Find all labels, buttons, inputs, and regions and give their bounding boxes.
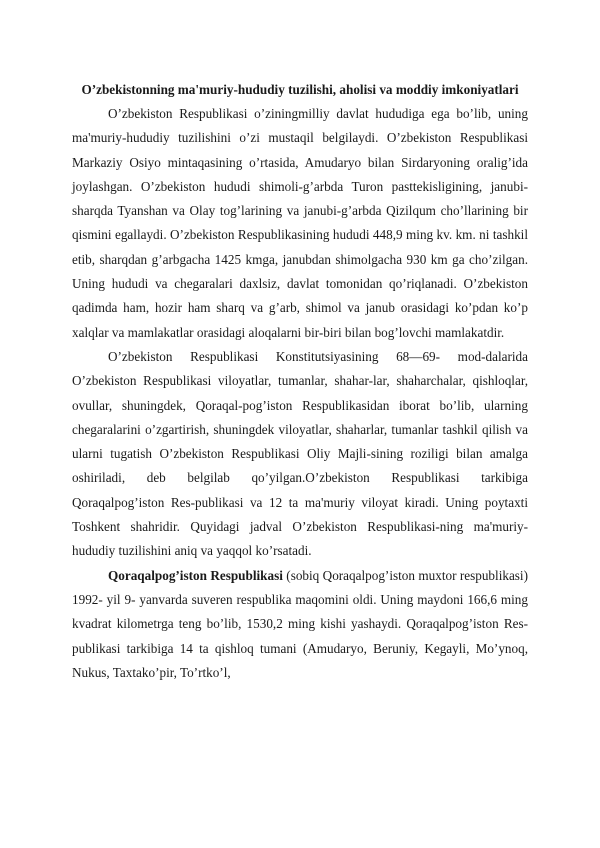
paragraph-territory: O’zbekiston Respublikasi o’ziningmilliy davlat hududiga ega bo’lib, uning ma'muriy-hududiy tuzilishini o’zi mustaqil belgilaydi. O’zbekiston Respublikasi Markaziy Osiyo mintaqasining o’rtasida, Amudaryo bilan Sirdaryoning oralig’ida joylashgan. O’zbekiston hududi shimoli-g’arbda Turon pasttekisligining, janubi-sharqda Tyanshan va Olay tog’larining va janubi-g’arbda Qizilqum cho’llarining bir qismini egallaydi. O’zbekiston Respublikasining hududi 448,9 ming kv. km. ni tashkil etib, sharqdan g’arbgacha 1425 kmga, janubdan shimolgacha 930 km ga cho’zilgan. Uning hududi va chegaralari daxlsiz, davlat tomonidan qo’riqlanadi. O’zbekiston qadimda ham, hozir ham sharq va g’arb, shimol va janub orasidagi ko’pdan ko’p xalqlar va mamlakatlar orasidagi aloqalarni bir-biri bilan bog’lovchi mamlakatdir. — [72, 106, 528, 340]
karakalpakstan-heading: Qoraqalpog’iston Respublikasi — [108, 567, 283, 583]
document-title: O’zbekistonning ma'muriy-hududiy tuzilishi, aholisi va moddiy imkoniyatlari — [81, 82, 519, 97]
document-page — [72, 78, 528, 685]
paragraph-karakalpakstan — [72, 564, 528, 685]
karakalpakstan-text: (sobiq Qoraqalpog’iston muxtor respublikasi) 1992- yil 9- yanvarda suveren respublika maqomini oldi. Uning maydoni 166,6 ming kvadrat kilometrga teng bo’lib, 1530,2 ming kishi yashaydi. Qoraqalpog’iston Res-publikasi tarkibiga 14 ta qishloq tumani (Amudaryo, Beruniy, Kegayli, Mo’ynoq, Nukus, Taxtako’pir, To’rtko’l, — [72, 567, 528, 680]
paragraph-constitution: O’zbekiston Respublikasi Konstitutsiyasining 68—69- mod-dalarida O’zbekiston Respublikasi viloyatlar, tumanlar, shahar-lar, shaharchalar, qishloqlar, ovullar, shuningdek, Qoraqal-pog’iston Respublikasidan iborat bo’lib, ularning chegaralarini o’zgartirish, shuningdek viloyatlar, shaharlar, tumanlar tashkil qilish va ularni tugatish O’zbekiston Respublikasi Oliy Majli-sining roziligi bilan amalga oshiriladi, deb belgilab qo’yilgan.O’zbekiston Respublikasi tarkibiga Qoraqalpog’iston Res-publikasi va 12 ta ma'muriy viloyat kiradi. Uning poytaxti Toshkent shahridir. Quyidagi jadval O’zbekiston Respublikasi-ning ma'muriy-hududiy tuzilishini aniq va yaqqol ko’rsatadi. — [72, 348, 528, 559]
